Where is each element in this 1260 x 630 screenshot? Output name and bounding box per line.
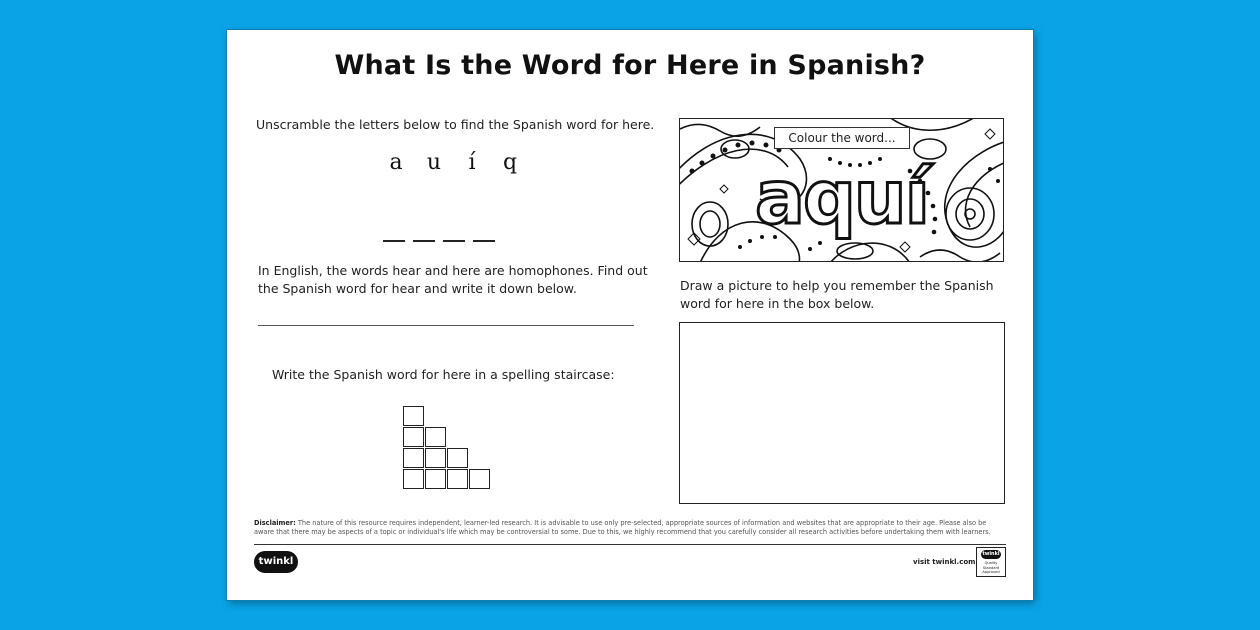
- draw-instruction-line: word for here in the box below.: [680, 296, 875, 311]
- homophone-instruction-line: In English, the words hear and here are homophones. Find out: [258, 263, 648, 278]
- scrambled-letters: [377, 150, 529, 175]
- footer-divider: [254, 544, 1006, 545]
- staircase-instruction: Write the Spanish word for here in a spelling staircase:: [272, 367, 615, 382]
- page-title: What Is the Word for Here in Spanish?: [334, 50, 926, 81]
- staircase-cell[interactable]: [425, 448, 446, 468]
- scrambled-letter: a: [389, 150, 403, 175]
- drawing-box[interactable]: [679, 322, 1005, 504]
- outlined-word[interactable]: aquí: [755, 155, 928, 241]
- letter-blank[interactable]: [413, 240, 435, 242]
- staircase-cell[interactable]: [469, 469, 490, 489]
- letter-blank[interactable]: [383, 240, 405, 242]
- draw-instruction: [680, 277, 994, 313]
- answer-blanks[interactable]: [383, 227, 503, 246]
- quality-standard-badge-icon: [976, 547, 1006, 577]
- worksheet-page: [227, 30, 1033, 600]
- staircase-cell[interactable]: [447, 448, 468, 468]
- staircase-cell[interactable]: [403, 427, 424, 447]
- badge-text: Quality Standard Approved: [982, 561, 1000, 574]
- badge-logo: twinkl: [982, 551, 1000, 557]
- scrambled-letter: u: [426, 150, 442, 175]
- homophone-instruction: [258, 262, 648, 298]
- disclaimer-text: The nature of this resource requires independent, learner-led research. It is advisable to use only pre-selected, appropriate sources of information and websites that are appropriate to their age. Please also be aware that there may be aspects of a topic or individual's life which may be controversial to some. Due to this, we highly recommend that you carefully consider all research activities before undertaking them with learners.: [254, 519, 991, 536]
- staircase-cell[interactable]: [447, 469, 468, 489]
- disclaimer-label: Disclaimer:: [254, 519, 296, 527]
- visit-link[interactable]: visit twinkl.com: [913, 558, 976, 566]
- staircase-cell[interactable]: [403, 406, 424, 426]
- disclaimer: [254, 519, 1006, 537]
- colour-label: Colour the word...: [774, 127, 910, 149]
- homophone-instruction-line: the Spanish word for hear and write it down below.: [258, 281, 577, 296]
- staircase-cell[interactable]: [425, 469, 446, 489]
- staircase-cell[interactable]: [425, 427, 446, 447]
- twinkl-logo[interactable]: twinkl: [254, 551, 298, 573]
- letter-blank[interactable]: [473, 240, 495, 242]
- scrambled-letter: q: [502, 150, 518, 175]
- staircase-cell[interactable]: [403, 448, 424, 468]
- colour-the-word-panel: [679, 118, 1004, 262]
- scrambled-letter: í: [468, 150, 476, 175]
- unscramble-instruction: Unscramble the letters below to find the Spanish word for here.: [256, 117, 655, 132]
- staircase-cell[interactable]: [403, 469, 424, 489]
- letter-blank[interactable]: [443, 240, 465, 242]
- draw-instruction-line: Draw a picture to help you remember the Spanish: [680, 278, 994, 293]
- answer-line[interactable]: [258, 325, 634, 326]
